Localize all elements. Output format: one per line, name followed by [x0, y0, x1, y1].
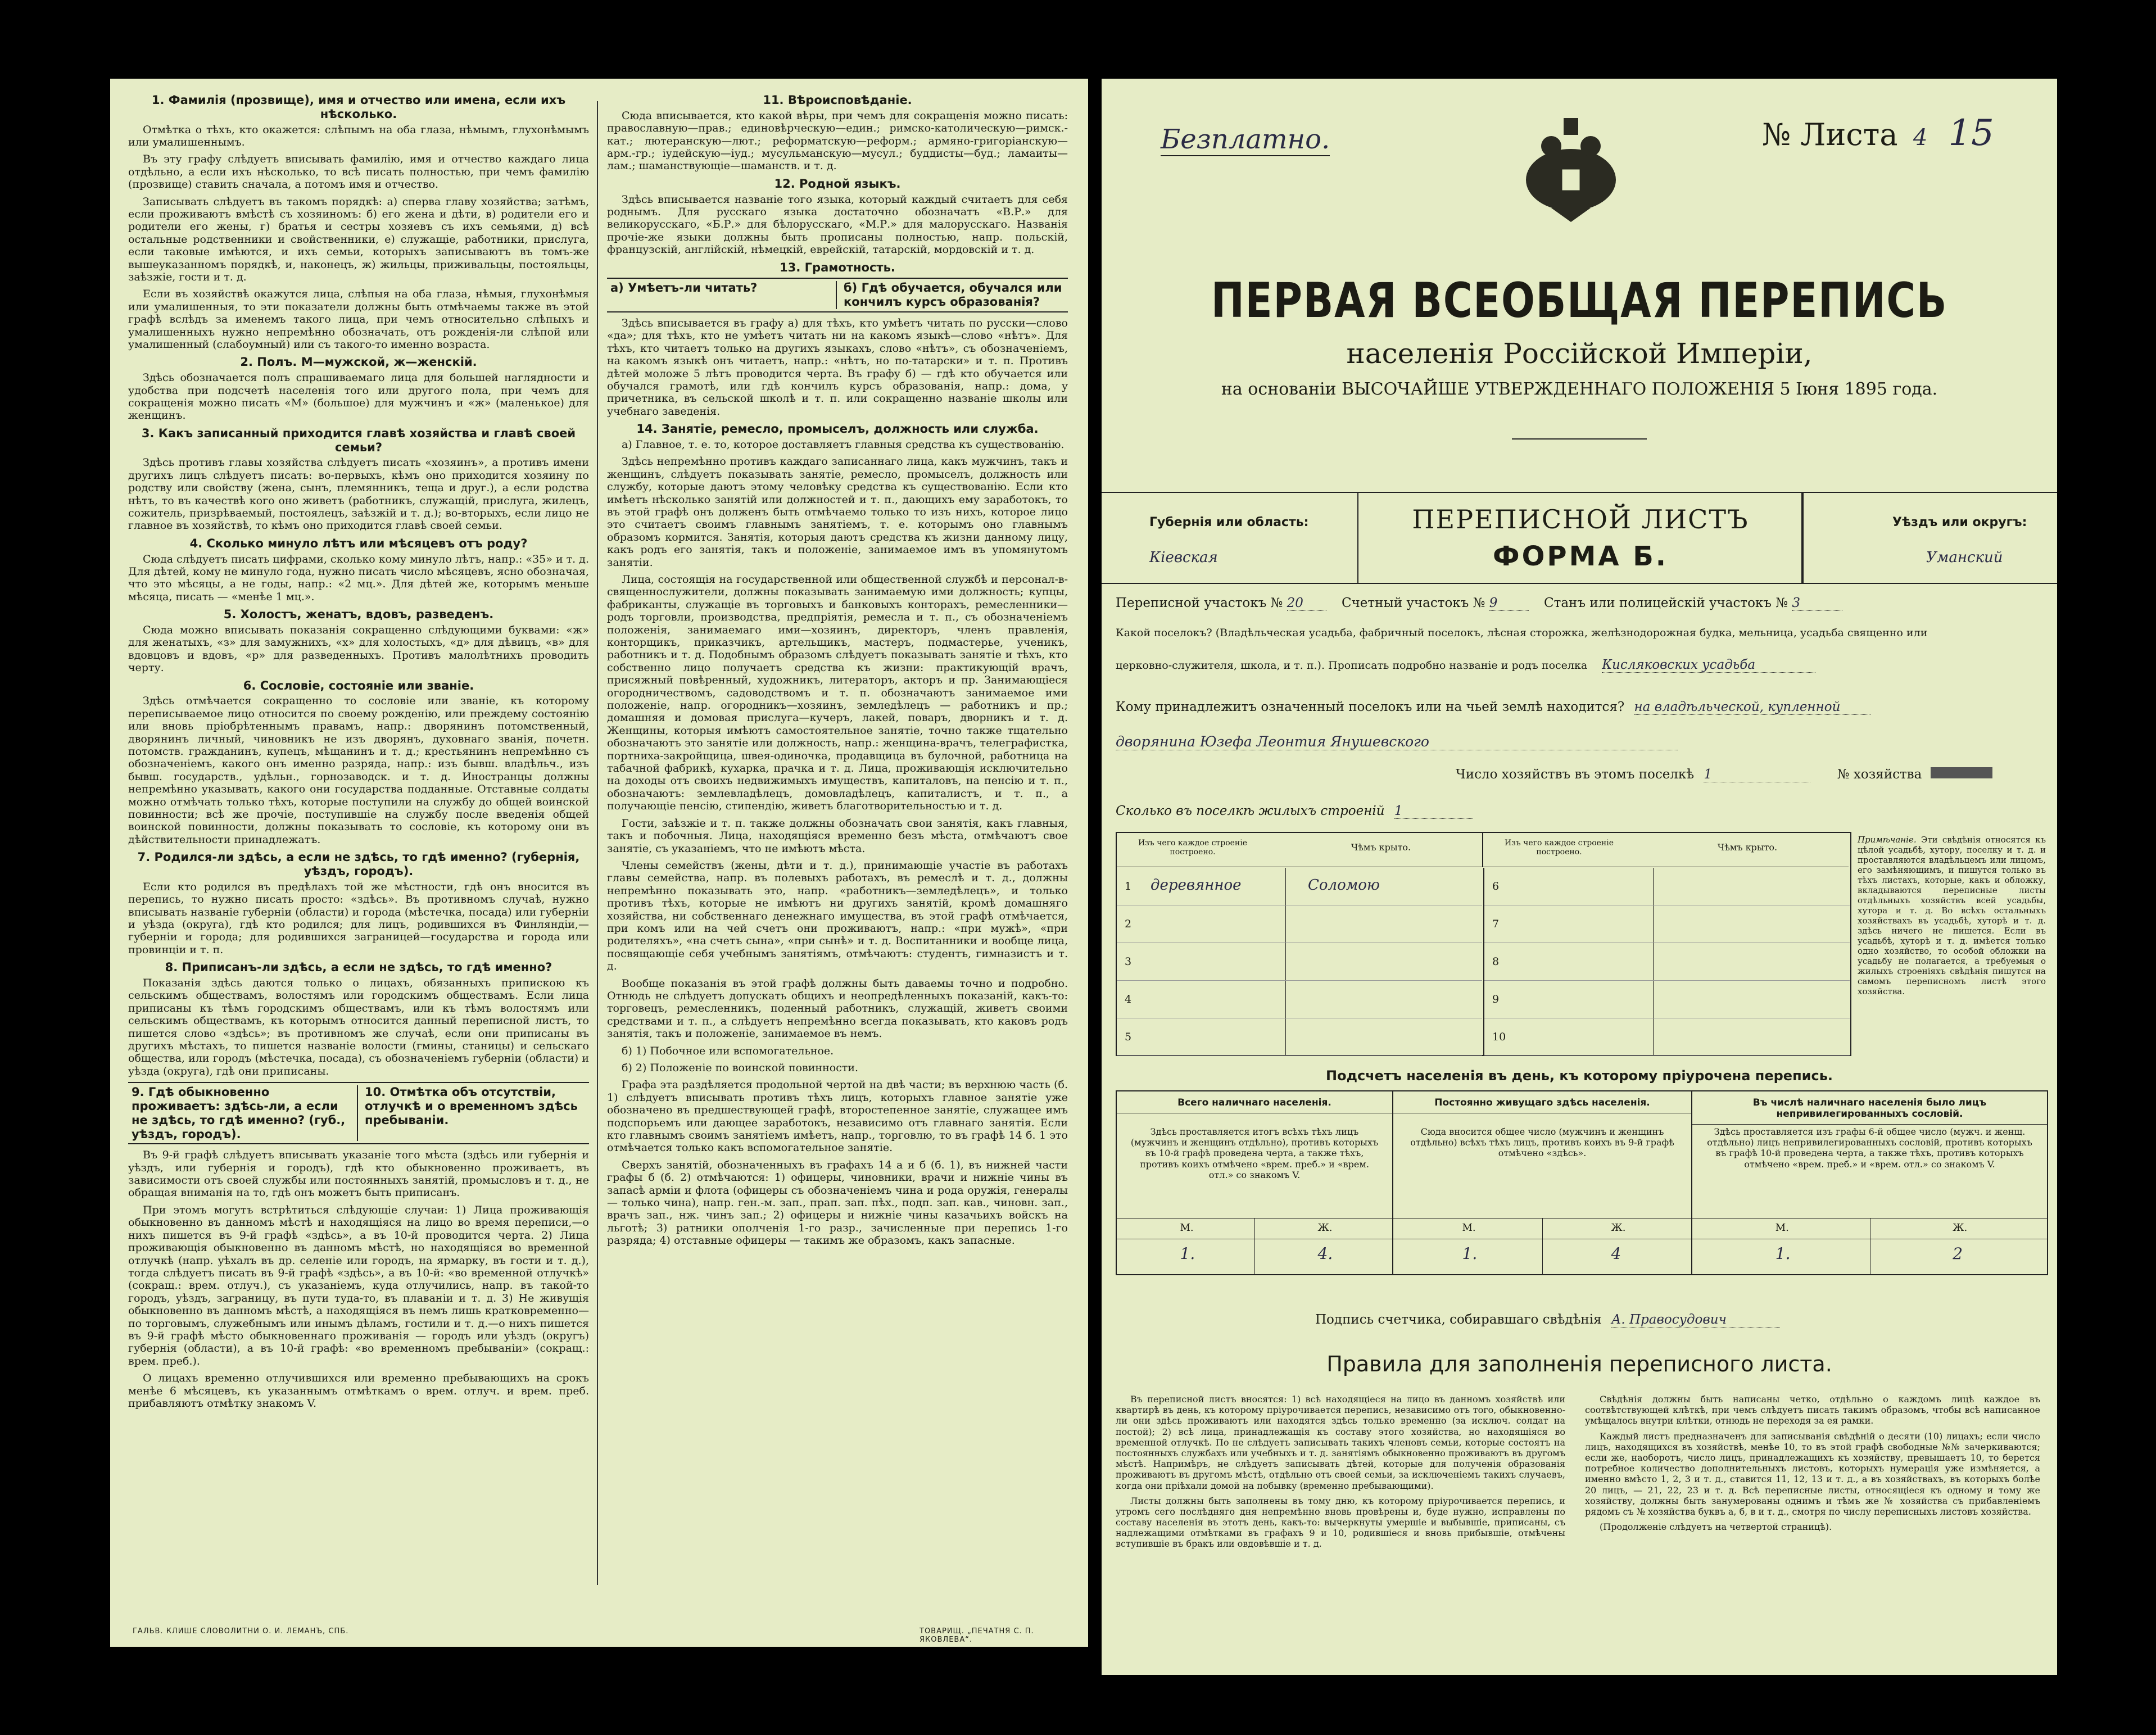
cell-divider [1285, 868, 1286, 905]
tally-female-value: 4 [1611, 1244, 1621, 1263]
building-row [1117, 943, 1482, 981]
building-row-number: 4 [1125, 993, 1132, 1005]
rules-title: Правила для заполненія переписного листа. [1326, 1352, 1832, 1376]
counting-section-value: 9 [1489, 596, 1529, 611]
printer-imprint-right: ТОВАРИЩ. „ПЕЧАТНЯ С. П. ЯКОВЛЕВА“. [920, 1627, 1034, 1644]
tally-head: Всего наличнаго населенія. [1117, 1097, 1392, 1113]
buildings-note [1858, 835, 2046, 996]
tally-f-label: Ж. [1611, 1222, 1626, 1234]
printer-imprint-left: ГАЛЬВ. КЛИШЕ СЛОВОЛИТНИ О. И. ЛЕМАНЪ, СПБ. [133, 1627, 349, 1636]
cell-divider [1285, 943, 1286, 980]
census-section-label: Переписной участокъ № [1116, 596, 1283, 610]
sheet-number-value: 4 [1913, 125, 1928, 151]
counting-section-label: Счетный участокъ № [1341, 596, 1485, 610]
buildings-table [1116, 832, 1851, 1056]
households-label: Число хозяйствъ въ этомъ поселкѣ [1456, 767, 1695, 782]
section-paragraph: Показанія здѣсь даются только о лицахъ, обязанныхъ припискою къ сельскимъ обществамъ, волостямъ или городскимъ обществамъ. Если лица приписаны къ тѣмъ городскимъ обществамъ, или къ тѣмъ волостямъ или сельскимъ обществамъ, къ которымъ относится данный переписной листъ, то пишется слово «здѣсь»; въ противномъ же случаѣ, если они приписаны въ другихъ мѣстахъ, то пишется названіе волости (гмины, станицы) и сельскаго общества, или городъ (мѣстечка, посада), съ обозначеніемъ губерніи (области) и уѣзда (округа), гдѣ они приписаны. [128, 976, 589, 1077]
left-column-2 [607, 90, 1068, 1252]
tally-head: Постоянно живущаго здѣсь населенія. [1393, 1097, 1691, 1113]
building-row [1117, 905, 1482, 943]
households-line [1456, 767, 2046, 782]
tally-f-label: Ж. [1953, 1222, 1968, 1234]
district-box [1801, 492, 2057, 584]
settlement-question-2: церковно-служителя, школа, и т. п.). Прописать подробно названіе и родъ поселка [1116, 659, 1588, 672]
note-title: Примѣчаніе. [1858, 835, 1917, 845]
rules-paragraph: Въ переписной листъ вносятся: 1) всѣ находящіеся на лицо въ данномъ хозяйствѣ или квартирѣ въ день, къ которому пріурочивается перепись, независимо отъ того, обыкновенно-ли они здѣсь проживаютъ или находятся здѣсь только временно (за исключ. солдат на постой); 2) всѣ лица, принадлежащія къ составу этого хозяйства, но находящіяся во временной отлучкѣ. По не слѣдуетъ записывать такихъ членовъ семьи, которые состоятъ на постоянныхъ службахъ или учебныхъ и т. д. занятіямъ обыкновенно проживаютъ въ другомъ мѣстѣ. Напримѣръ, не слѣдуетъ записывать дѣтей, которые для полученія образованія проживаютъ въ другомъ мѣстѣ, отдѣльно отъ своей семьи, за исключеніемъ такихъ случаевъ, когда они пріѣхали домой на побывку (временно пребывающими). [1116, 1394, 1565, 1491]
section-heading: 1. Фамилія (прозвище), имя и отчество или имена, если ихъ нѣсколько. [151, 93, 566, 121]
bldg-head-material: Изъ чего каждое строеніе построено. [1138, 839, 1248, 857]
section-heading: 13. Грамотность. [780, 260, 895, 274]
right-page [1102, 79, 2057, 1675]
rules-paragraph: Каждый листъ предназначенъ для записыванія свѣдѣній о десяти (10) лицахъ; если число лицъ, находящихся въ хозяйствѣ, менѣе 10, то въ этой графѣ свободные №№ зачеркиваются; если же, наоборотъ, число лицъ, принадлежащихъ къ хозяйству, превышаетъ 10, то берется потребное количество дополнительныхъ листовъ, которыхъ нумерація уже измѣняется, а именно вмѣсто 1, 2, 3 и т. д., ставится 11, 12, 13 и т. д., а въ хозяйствахъ, въ которыхъ болѣе 20 лицъ, — 21, 22, 23 и т. д. Всѣ переписные листы, относящіеся къ одному и тому же хозяйству, должны быть занумерованы однимъ и тѣмъ же № хозяйства съ прибавленіемъ рядомъ съ № хозяйства буквъ а, б, в и т. д., смотря по числу переписныхъ листовъ хозяйства. [1585, 1430, 2040, 1517]
section-heading: 8. Приписанъ-ли здѣсь, а если не здѣсь, то гдѣ именно? [165, 961, 552, 975]
settlement-question: Какой поселокъ? (Владѣльческая усадьба, фабричный поселокъ, лѣсная сторожка, желѣзнодорожная будка, мельница, усадьба священно или [1116, 627, 1928, 639]
section-paragraph: Здѣсь отмѣчается сокращенно то сословіе или званіе, къ которому переписываемое лицо относится по своему рожденію, или преждему состоянію или вновь пріобрѣтеннымъ правамъ, напр.: дворянинъ потомственный, дворянинъ личный, чиновникъ не изъ дворянъ, духовнаго званія, почетн. потомств. гражданинъ, купецъ, мѣщанинъ и т. д.; крестьянинъ непремѣнно съ обозначеніемъ, какого онъ именно разряда, напр.: изъ бывш. владѣльч., изъ бывш. государств., удѣльн., горнозаводск. и т. д. Иностранцы должны непремѣнно указывать, какого они государства подданные. Отставные солдаты можно отмѣчать только тѣхъ, которые поступили на службу до общей воинской повинности; всѣ же прочіе, поступившіе на службу после введенія общей воинской повинности, должны показывать то сословіе, къ которому они въ дѣйствительности принадлежатъ. [128, 695, 589, 846]
tally-m-label: М. [1462, 1222, 1476, 1234]
split-heading: 10. Отмѣтка объ отсутствіи, отлучкѣ и о временномъ здѣсь пребываніи. [365, 1085, 578, 1127]
census-title: ПЕРВАЯ ВСЕОБЩАЯ ПЕРЕПИСЬ [1211, 273, 1948, 329]
signature-line [1315, 1312, 1877, 1328]
section-paragraph: Вообще показанія въ этой графѣ должны быть даваемы точно и подробно. Отнюдь не слѣдуетъ допускать общихъ и неопредѣленныхъ показаній, какъ-то: торговецъ, ремесленникъ, поденный работникъ, служащій, живетъ своими средствами и т. п., а слѣдуетъ непремѣнно всегда показывать, кто каковъ родъ занятія, такъ и положеніе, занимаемое въ немъ. [607, 977, 1068, 1040]
section-paragraph: Графа эта раздѣляется продольной чертой на двѣ части; въ верхнюю часть (б. 1) слѣдуетъ вписывать противъ тѣхъ лицъ, которыхъ главное занятіе уже обозначено въ предшествующей графѣ, второстепенное занятіе, служащее имъ подспорьемъ или дающее заработокъ, независимо отъ главнаго занятія. Если кто главнымъ своимъ занятіемъ имѣетъ, напр., торговлю, то въ графѣ 14 б. 1 это отмѣчается только какъ вспомогательное занятіе. [607, 1079, 1068, 1154]
building-row [1484, 868, 1850, 905]
buildings-head-left [1117, 833, 1483, 867]
tally-male-value: 1. [1775, 1244, 1791, 1263]
signature-label: Подпись счетчика, собиравшаго свѣдѣнія [1315, 1312, 1602, 1327]
rules-left-column [1116, 1394, 1565, 1554]
section-paragraph: Въ эту графу слѣдуетъ вписывать фамилію, имя и отчество каждаго лица отдѣльно, а если ихъ нѣсколько, то всѣ писать полностью, при чемъ фамилію (прозвище) ставить сначала, а потомъ имя и отчество. [128, 153, 589, 191]
buildings-line [1116, 804, 1565, 819]
province-box [1102, 492, 1358, 584]
households-value: 1 [1704, 767, 1810, 782]
section-paragraph: При этомъ могутъ встрѣтиться слѣдующіе случаи: 1) Лица проживающія обыкновенно въ данномъ мѣстѣ и находящіяся на лицо во время переписи,—о нихъ пишется въ 9-й графѣ «здѣсь», а въ 10-й проводится черта. 2) Лица проживающія обыкновенно въ данномъ мѣстѣ, но находящіяся во временной отлучкѣ (напр. уѣхалъ въ др. селеніе или городъ, на ярмарку, въ гости и т. д.), тогда слѣдуетъ писать въ 9-й графѣ «здѣсь», а въ 10-й: «во временной отлучкѣ» (сокращ.: врем. отлуч.), съ указаніемъ, куда отлучились, напр. въ такой-то городъ, уѣздъ, заграницу, въ пути туда-то, въ плаваніи и т. д. 3) Не живущія обыкновенно въ данномъ мѣстѣ, а находящіяся въ немъ лишь кратковременно—по торговымъ, служебнымъ или инымъ дѣламъ, гостили и т. д.—о нихъ пишется въ 9-й графѣ мѣсто обыкновеннаго проживанія — городъ или уѣздъ (округъ) губернія (области), а въ 10-й графѣ: «во временномъ пребываніи» (сокращ.: врем. преб.). [128, 1203, 589, 1367]
sheet-number-label: № Листа [1762, 117, 1898, 152]
building-row-number: 1 [1125, 880, 1132, 893]
province-value: Кіевская [1149, 549, 1218, 566]
building-row-number: 7 [1492, 918, 1500, 930]
section-heading: 6. Сословіе, состояніе или званіе. [243, 678, 474, 692]
buildings-rows-left [1117, 868, 1482, 1056]
cell-divider [1285, 1018, 1286, 1056]
census-subtitle: населенія Россійской Имперіи, [1346, 337, 1813, 370]
tally-desc: Здѣсь проставляется итогъ всѣхъ тѣхъ лицъ (мужчинъ и женщинъ отдѣльно), противъ которыхъ въ 10-й графѣ проведена черта, а также тѣхъ, противъ коихъ отмѣчено «врем. преб.» и «врем. отл.» со знакомъ V. [1130, 1126, 1379, 1180]
tally-f-label: Ж. [1317, 1222, 1333, 1234]
bldg-head-material-2: Изъ чего каждое строеніе построено. [1504, 839, 1614, 857]
split-heading-box [607, 278, 1068, 312]
tally-female-value: 4. [1317, 1244, 1333, 1263]
cell-divider [1653, 868, 1654, 905]
section-paragraph: Сюда можно вписывать показанія сокращенно слѣдующими буквами: «ж» для женатыхъ, «з» для замужнихъ, «х» для холостыхъ, «д» для дѣвицъ, «в» для вдовцовъ и вдовъ, «р» для разведенныхъ. Противъ малолѣтнихъ проводить черту. [128, 623, 589, 674]
section-paragraph: Если кто родился въ предѣлахъ той же мѣстности, гдѣ онъ вносится въ перепись, то нужно писать просто: «здѣсь». Въ противномъ случаѣ, нужно вписывать названіе губерніи (области) и города (мѣстечка, посада) или губерніи и уѣзда (округа), гдѣ кто родился; для лицъ, родившихся въ Финляндіи,—губерніи и города; для родившихся заграницей—государства и города или провинціи и т. п. [128, 880, 589, 956]
census-section-value: 20 [1287, 596, 1326, 611]
sections-line [1116, 596, 2043, 611]
tally-split [1254, 1218, 1255, 1274]
building-row [1484, 905, 1850, 943]
census-basis: на основаніи ВЫСОЧАЙШЕ УТВЕРЖДЕННАГО ПОЛОЖЕНІЯ 5 Іюня 1895 года. [1221, 379, 1938, 399]
split-heading: а) Умѣетъ-ли читать? [610, 281, 837, 309]
tally-split [1542, 1218, 1543, 1274]
form-title-box [1357, 492, 1804, 584]
section-heading: 5. Холостъ, женатъ, вдовъ, разведенъ. [223, 608, 494, 622]
tally-female-value: 2 [1953, 1244, 1963, 1263]
building-row [1117, 868, 1482, 905]
settlement-value: Кисляковских усадьба [1602, 658, 1815, 673]
building-row [1484, 1018, 1850, 1056]
building-row-number: 5 [1125, 1031, 1132, 1043]
cell-divider [1653, 905, 1654, 943]
police-section-label: Станъ или полицейскій участокъ № [1544, 596, 1788, 610]
building-row-number: 10 [1492, 1031, 1506, 1043]
building-row-number: 2 [1125, 918, 1132, 930]
building-row [1117, 1018, 1482, 1056]
section-paragraph: Сверхъ занятій, обозначенныхъ въ графахъ 14 а и б (б. 1), въ нижней части графы б (б. 2) отмѣчаются: 1) офицеры, чиновники, врачи и нижніе чины въ запасѣ арміи и флота (офицеры съ обозначеніемъ чина и рода оружія, генералы — только чина), напр. ген.-м. зап., прап. зап. пѣх., подп. зап. кав., чиновн. зап., врачъ зап., нж. чинъ зап.; 2) офицеры и нижніе чины казачьихъ войскъ на льготѣ; 3) ратники ополченія 1-го разр., зачисленные при перепись 1-го разряда; 4) отставные офицеры — такимъ же образомъ, какъ запасные. [607, 1158, 1068, 1247]
split-heading-box [128, 1082, 589, 1144]
section-paragraph: б) 1) Побочное или вспомогательное. [622, 1044, 834, 1057]
tally-male-value: 1. [1180, 1244, 1195, 1263]
section-paragraph: Записывать слѣдуетъ въ такомъ порядкѣ: а) сперва главу хозяйства; затѣмъ, если проживаютъ вмѣстѣ съ хозяиномъ: б) его жена и дѣти, в) родители его и родители его жены, г) братья и сестры хозяевъ съ ихъ семьями, д) всѣ остальные родственники и свойственники, е) служащіе, работники, прислуга, если таковые имѣются, и ихъ семьи, которыхъ записываютъ въ томъ-же вышеуказанномъ порядкѣ, и, наконецъ, ж) жильцы, приживальцы, постояльцы, заѣзжіе, гости и т. д. [128, 195, 589, 283]
district-value: Уманский [1926, 549, 2003, 566]
free-label: Безплатно. [1161, 124, 1330, 155]
left-page [110, 79, 1088, 1647]
owner-question: Кому принадлежитъ означенный поселокъ или на чьей землѣ находится? [1116, 700, 1625, 714]
tally-head: Въ числѣ наличнаго населенія было лицъ непривилегированныхъ сословій. [1692, 1097, 2047, 1125]
rules-paragraph: Свѣдѣнія должны быть написаны четко, отдѣльно о каждомъ лицѣ каждое въ соотвѣтствующей клѣткѣ, при чемъ слѣдуетъ писать такимъ образомъ, чтобы всѣ написанное умѣщалось внутри клѣтки, отнюдь не переходя за ея рамки. [1585, 1394, 2040, 1426]
section-heading: 3. Какъ записанный приходится главѣ хозяйства и главѣ своей семьи? [141, 426, 576, 454]
cell-divider [1285, 905, 1286, 943]
left-column-1 [128, 90, 589, 1414]
building-row-number: 9 [1492, 993, 1500, 1005]
section-heading: 14. Занятіе, ремесло, промыселъ, должность или служба. [636, 422, 1039, 436]
tally-desc: Сюда вносится общее число (мужчинъ и женщинъ отдѣльно) всѣхъ тѣхъ лицъ, противъ коихъ въ 9-й графѣ отмѣчено «здѣсь». [1410, 1126, 1674, 1159]
rules-right-column [1585, 1394, 2040, 1537]
section-paragraph: Гости, заѣзжіе и т. п. также должны обозначать свои занятія, какъ главныя, такъ и побочныя. Лица, находящіяся временно безъ мѣста, отмѣчаютъ свое занятіе, съ указаніемъ, что не имѣютъ мѣста. [607, 817, 1068, 855]
building-roof: Соломою [1308, 877, 1380, 894]
tally-title: Подсчетъ населенія въ день, къ которому пріурочена перепись. [1326, 1068, 1833, 1084]
imperial-eagle-icon [1518, 107, 1624, 225]
building-row-number: 6 [1492, 880, 1500, 893]
section-paragraph: Въ 9-й графѣ слѣдуетъ вписывать указаніе того мѣста (здѣсь или губернія и уѣздъ, или губернія и городъ), гдѣ кто обыкновенно проживаетъ, въ зависимости отъ своей службы или постоянныхъ занятій, промысловъ и т. д., не обращая вниманія на то, гдѣ онъ можетъ быть приписанъ. [128, 1149, 589, 1199]
bldg-head-roof: Чѣмъ крыто. [1351, 842, 1411, 853]
section-heading: 7. Родился-ли здѣсь, а если не здѣсь, то гдѣ именно? (губернія, уѣздъ, городъ). [137, 850, 580, 878]
tally-column [1117, 1091, 1393, 1274]
section-heading: 2. Полъ. М—мужской, ж—женскій. [240, 355, 477, 369]
section-heading: 4. Сколько минуло лѣтъ или мѣсяцевъ отъ роду? [189, 536, 528, 550]
tally-column [1692, 1091, 2047, 1274]
building-row-number: 8 [1492, 955, 1500, 968]
owner-value-2: дворянина Юзефа Леонтия Янушевского [1116, 733, 1678, 750]
tally-column [1393, 1091, 1692, 1274]
bldg-head-roof-2: Чѣмъ крыто. [1717, 842, 1778, 853]
cell-divider [1285, 981, 1286, 1018]
household-number-label: № хозяйства [1837, 767, 1922, 782]
tally-desc: Здѣсь проставляется изъ графы 6-й общее число (мужч. и женщ. отдѣльно) лицъ непривилегированныхъ сословій, противъ которыхъ въ графѣ 10-й проведена черта, а также тѣхъ, противъ которыхъ отмѣчено «врем. преб.» и «врем. отл.» со знакомъ V. [1707, 1126, 2032, 1170]
building-row [1117, 981, 1482, 1018]
section-paragraph: Члены семействъ (жены, дѣти и т. д.), принимающіе участіе въ работахъ главы семейства, напр. въ полевыхъ работахъ, въ ремеслѣ и т. д., должны непремѣнно показывать это, напр. «работникъ—земледѣлецъ», и только противъ тѣхъ, которые не имѣютъ ни другихъ занятій, кромѣ домашняго хозяйства, ни собственнаго денежнаго имущества, въ этой графѣ отмѣчается, при комъ или на чей счетъ они проживаютъ, напр.: «при мужѣ», «при родителяхъ», «на счетъ сына», «при сынѣ» и т. д. Воспитанники и вообще лица, посвящающіе себя учебнымъ занятіямъ, отмѣчаютъ: студентъ, гимназистъ и т. д. [607, 859, 1068, 973]
buildings-head-right [1483, 833, 1849, 867]
section-paragraph: Сюда слѣдуетъ писать цифрами, сколько кому минуло лѣтъ, напр.: «35» и т. д. Для дѣтей, кому не минуло года, нужно писать число мѣсяцевъ, ясно обозначая, что это мѣсяцы, а не годы, напр.: «2 мц.». Для дѣтей же, которымъ меньше мѣсяца, писать — «менѣе 1 мц.». [128, 552, 589, 603]
cell-divider [1653, 981, 1654, 1018]
section-heading: 11. Вѣроисповѣданіе. [763, 93, 912, 107]
tally-table [1116, 1090, 2048, 1275]
building-material: деревянное [1151, 877, 1242, 894]
form-title: ПЕРЕПИСНОЙ ЛИСТЪ [1412, 504, 1749, 534]
section-paragraph: а) Главное, т. е. то, которое доставляетъ главныя средства къ существованію. [622, 438, 1065, 451]
section-paragraph: О лицахъ временно отлучившихся или временно пребывающихъ на срокъ менѣе 6 мѣсяцевъ, къ указаннымъ отмѣткамъ о врем. отлуч. и врем. преб. прибавляютъ отмѣтку знакомъ V. [128, 1372, 589, 1410]
form-subtitle: ФОРМА Б. [1492, 541, 1669, 572]
buildings-value: 1 [1394, 804, 1473, 819]
section-paragraph: Здѣсь вписывается названіе того языка, который каждый считаетъ для себя роднымъ. Для русскаго языка достаточно обозначатъ «В.Р.» для великорусскаго, «Б.Р.» для бѣлорусскаго, «М.Р.» для малорусскаго. Названія прочіе-же языки должны быть прописаны полностью, напр. польскій, французскій, англійскій, нѣмецкій, еврейскій, татарскій, мордовскій и т. д. [607, 193, 1068, 256]
buildings-rows-right [1483, 868, 1850, 1056]
tally-male-value: 1. [1462, 1244, 1478, 1263]
building-row [1484, 943, 1850, 981]
split-heading: б) Гдѣ обучается, обучался или кончилъ курсъ образованія? [844, 281, 1062, 309]
title-rule [1512, 438, 1647, 440]
police-section-value: 3 [1792, 596, 1842, 611]
rules-paragraph: (Продолженіе слѣдуетъ на четвертой страницѣ). [1600, 1521, 1832, 1533]
cell-divider [1653, 1018, 1654, 1056]
province-label: Губернія или область: [1149, 515, 1309, 529]
split-heading: 9. Гдѣ обыкновенно проживаетъ: здѣсь-ли, а если не здѣсь, то гдѣ именно? (губ., уѣздъ, городъ). [132, 1085, 358, 1141]
section-paragraph: Лица, состоящія на государственной или общественной службѣ и персонал-в-священнослужители, должны показывать занимаемую ими должность; купцы, фабриканты, служащіе въ торговыхъ и банковыхъ конторахъ, ремесленники—родъ торговли, производства, предпріятія, ремесла и т. п., съ обозначеніемъ положенія, занимаемаго ими—хозяинъ, директоръ, членъ правленія, конторщикъ, приказчикъ, артельщикъ, мастеръ, подмастерье, ученикъ, работникъ и т. д. Подобнымъ образомъ слѣдуетъ показывать занятіе и тѣхъ, кто собственно лицо получаетъ средства къ жизни: практикующій врачъ, присяжный повѣренный, художникъ, литераторъ, акторъ и пр. Занимающіеся огородничествомъ, садоводствомъ и т. п. обозначаютъ занимаемое ими положеніе, напр. огородникъ—хозяинъ, земледѣлецъ — работникъ и пр.; домашняя и домовая прислуга—кучеръ, лакей, поваръ, дворникъ и т. д. Женщины, которыя имѣютъ самостоятельное занятіе, точно также тщательно обозначаютъ это занятіе или должность, напр.: женщина-врачъ, телеграфистка, портниха-закройщица, швея-одиночка, продавщица въ булочной, работница на табачной фабрикѣ, кухарка, прачка и т. д. Лица, проживающія исключительно на доходы отъ своихъ недвижимыхъ имуществъ, капиталовъ, на пенсію и т. п., обозначаютъ: землевладѣлецъ, домовладѣлецъ, капиталистъ, и т. п., а получающіе пенсію, стипендію, живетъ благотворительностью и т. д. [607, 573, 1068, 813]
section-paragraph: Отмѣтка о тѣхъ, кто окажется: слѣпымъ на оба глаза, нѣмымъ, глухонѣмымъ или умалишеннымъ. [128, 123, 589, 148]
rules-paragraph: Листы должны быть заполнены въ тому дню, къ которому пріурочивается перепись, и утромъ сего послѣдняго дня непремѣнно вновь провѣрены и, буде нужно, исправлены по составу населенія въ этотъ день, какъ-то: вычеркнуты умершіе и выбывшіе, приписаны, съ надлежащими отмѣтками въ графахъ 9 и 10, родившіеся и вновь прибывшіе, отмѣчены вступившіе въ бракъ или овдовѣвшіе и т. д. [1116, 1495, 1565, 1550]
section-paragraph: Если въ хозяйствѣ окажутся лица, слѣпыя на оба глаза, нѣмыя, глухонѣмыя или умалишенныя, то эти показатели должны быть отмѣчаемы также въ этой графѣ вслѣдъ за именемъ такого лица, при чемъ относительно слѣпыхъ и умалишенныхъ нужно непремѣнно обозначать, отъ рожденія-ли слѣпой или умалишенный (слабоумный) или съ такого-то именно возраста. [128, 288, 589, 351]
building-row [1484, 981, 1850, 1018]
cell-divider [1653, 943, 1654, 980]
owner-line [1116, 700, 2043, 715]
section-paragraph: Здѣсь обозначается полъ спрашиваемаго лица для большей наглядности и удобства при подсчетѣ населенія того или другого пола, при чемъ для сокращенія можно писать «М» (большое) для мужчинъ и «ж» (маленькое) для женщинъ. [128, 372, 589, 422]
building-row-number: 3 [1125, 955, 1132, 968]
district-label: Уѣздъ или округъ: [1892, 515, 2027, 529]
settlement-line [1116, 658, 2043, 673]
tally-m-label: М. [1775, 1222, 1789, 1234]
signature-value: А. Правосудович [1611, 1312, 1780, 1328]
section-paragraph: б) 2) Положеніе по воинской повинности. [622, 1062, 859, 1074]
section-paragraph: Здѣсь противъ главы хозяйства слѣдуетъ писать «хозяинъ», а противъ имени другихъ лицъ слѣдуетъ писать: во-первыхъ, кѣмъ оно приходится хозяину по родству или свойству (жена, сынъ, племянникъ, теща и друг.), а если родства нѣтъ, то въ качествѣ кого оно живетъ (работникъ, служащій, прислуга, жилецъ, сожитель, призрѣваемый, постоялецъ, заѣзжій и т. д.); во-вторыхъ, если лицо не главное въ хозяйствѣ, то кѣмъ оно приходится главѣ своей семьи. [128, 456, 589, 532]
section-paragraph: Здѣсь вписывается въ графу а) для тѣхъ, кто умѣетъ читать по русски—слово «да»; для тѣхъ, кто не умѣетъ читать ни на какомъ языкѣ—слово «нѣтъ». Для тѣхъ, кто читаетъ только на другихъ языкахъ, слово «нѣтъ», съ обозначеніемъ, на какомъ языкѣ онъ читаетъ, напр.: «нѣтъ, но по-татарски» и т. п. Противъ дѣтей моложе 5 лѣтъ проводится черта. Въ графу б) — гдѣ кто обучается или обучался грамотѣ, или гдѣ кончилъ курсъ образованія, напр.: дома, у причетника, въ сельской школѣ и т. п. или сокращенно названіе школы или учебнаго заведенія. [607, 316, 1068, 418]
buildings-label: Сколько въ поселкѣ жилыхъ строеній [1116, 804, 1385, 818]
column-divider [597, 101, 598, 1585]
sheet-number-extra: 15 [1948, 112, 1994, 154]
section-heading: 12. Родной языкъ. [774, 176, 901, 191]
note-text: Эти свѣдѣнія относятся къ цѣлой усадьбѣ, хутору, поселку и т. д. и проставляются владѣльцемъ или лицомъ, его замѣняющимъ, и пишутся только въ тѣхъ листахъ, которые, какъ и обложку, вкладываются переписные листы отдѣльныхъ хозяйствъ всей усадьбы, хутора и т. д. Во всѣхъ остальныхъ хозяйствахъ въ усадьбѣ, хуторѣ и т. д. здѣсь ничего не пишется. Если въ усадьбѣ, хуторѣ и т. д. имѣется только одно хозяйство, то особой обложки на усадьбу не полагается, а требуемыя о жилыхъ строеніяхъ свѣдѣнія пишутся на самомъ переписномъ листѣ этого хозяйства. [1858, 835, 2046, 996]
household-number-redacted [1931, 767, 1992, 778]
sheet-number [1762, 112, 1994, 154]
owner-value-1: на владѣльческой, купленной [1634, 700, 1870, 715]
section-paragraph: Здѣсь непремѣнно противъ каждаго записаннаго лица, какъ мужчинъ, такъ и женщинъ, слѣдуетъ показывать занятіе, ремесло, промыселъ, должность или службу, которые даютъ этому человѣку средства къ существованію. Если кто имѣетъ нѣсколько занятій или должностей и т. п., дающихъ ему заработокъ, то въ этой графѣ онъ долженъ быть отмѣчаемо только то изъ нихъ, которое лицо это считаетъ своимъ главнымъ занятіемъ, т. е. которымъ оно главнымъ образомъ кормится. Занятія, которыя даютъ средства къ жизни данному лицу, какъ родъ его занятія, такъ и положеніе, занимаемое имъ въ упомянутомъ занятіи. [607, 455, 1068, 569]
section-paragraph: Сюда вписывается, кто какой вѣры, при чемъ для сокращенія можно писать: православную—прав.; единовѣрческую—един.; римско-католическую—римск.-кат.; лютеранскую—лют.; реформатскую—реформ.; армяно-григоріанскую—арм.-гр.; іудейскую—іуд.; мусульманскую—мусул.; буддисты—буд.; ламаиты—лам.; шаманствующіе—шаманств. и т. д. [607, 109, 1068, 173]
tally-m-label: М. [1180, 1222, 1194, 1234]
